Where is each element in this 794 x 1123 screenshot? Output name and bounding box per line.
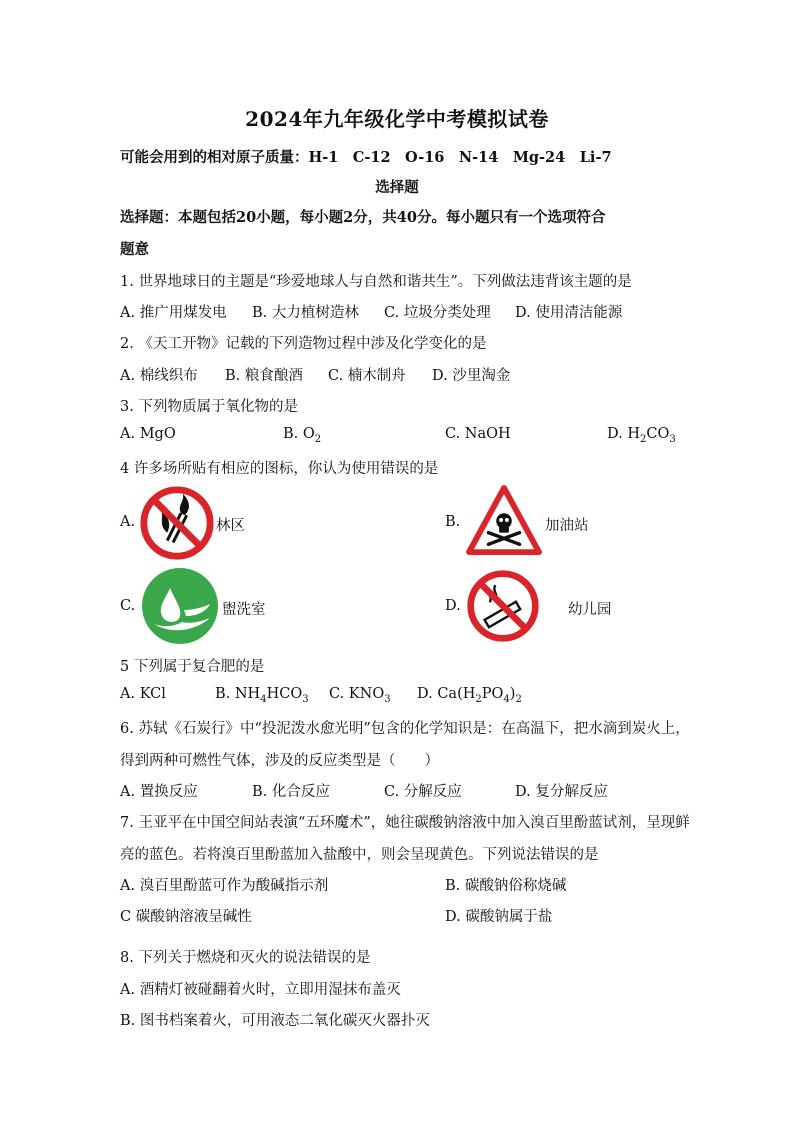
q3-option-d: D. $H_2CO_3$ bbox=[607, 426, 676, 445]
q7-stem-line-1: 7. 王亚平在中国空间站表演“五环魔术”，她往碳酸钠溶液中加入溴百里酚蓝试剂，呈现鲜 bbox=[120, 815, 690, 831]
q4-stem: 4 许多场所贴有相应的图标，你认为使用错误的是 bbox=[120, 461, 439, 477]
q6-stem-line-2: 得到两种可燃性气体，涉及的反应类型是（ ） bbox=[120, 753, 439, 769]
q2-stem: 2. 《天工开物》记载的下列造物过程中涉及化学变化的是 bbox=[120, 336, 487, 352]
q7-option-a: A. 溴百里酚蓝可作为酸碱指示剂 bbox=[120, 878, 329, 894]
q4-option-d-place: 幼儿园 bbox=[568, 602, 612, 618]
q4-option-d-letter: D. bbox=[445, 598, 461, 614]
q5-option-c: C. $KNO_3$ bbox=[329, 686, 391, 705]
q6-option-b: B. 化合反应 bbox=[252, 784, 330, 800]
q1-option-d: D. 使用清洁能源 bbox=[515, 305, 623, 321]
atomic-masses: 可能会用到的相对原子质量：H-1 C-12 O-16 N-14 Mg-24 Li-7 bbox=[120, 149, 612, 166]
q6-stem-line-1: 6. 苏轼《石炭行》中“投泥泼水愈光明”包含的化学知识是：在高温下，把水滴到炭火上， bbox=[120, 721, 690, 737]
q4-option-a-letter: A. bbox=[120, 514, 136, 530]
q1-option-b: B. 大力植树造林 bbox=[252, 305, 359, 321]
q6-option-a: A. 置换反应 bbox=[120, 784, 198, 800]
q3-option-a: A. MgO bbox=[120, 426, 176, 442]
q4-option-a-place: 林区 bbox=[216, 518, 245, 534]
q7-option-d: D. 碳酸钠属于盐 bbox=[445, 909, 553, 925]
instructions-line-2: 题意 bbox=[120, 241, 149, 258]
q5-option-b: B. $NH_4HCO_3$ bbox=[215, 686, 309, 705]
q4-option-c-place: 盥洗室 bbox=[222, 602, 266, 618]
toxic-warning-sign-icon bbox=[465, 484, 543, 556]
q6-option-d: D. 复分解反应 bbox=[515, 784, 608, 800]
section-title: 选择题 bbox=[375, 179, 419, 196]
water-saving-sign-icon bbox=[140, 566, 220, 646]
q5-option-a: A. KCl bbox=[120, 686, 166, 702]
q3-stem: 3. 下列物质属于氧化物的是 bbox=[120, 399, 298, 415]
q2-option-c: C. 楠木制舟 bbox=[328, 368, 406, 384]
q4-option-b-letter: B. bbox=[445, 514, 461, 530]
q8-option-a: A. 酒精灯被碰翻着火时，立即用湿抹布盖灭 bbox=[120, 982, 401, 998]
q5-stem: 5 下列属于复合肥的是 bbox=[120, 659, 265, 675]
q7-stem-line-2: 亮的蓝色。若将溴百里酚蓝加入盐酸中，则会呈现黄色。下列说法错误的是 bbox=[120, 847, 599, 863]
exam-title: 2024年九年级化学中考模拟试卷 bbox=[245, 107, 549, 131]
q4-option-b-place: 加油站 bbox=[545, 518, 589, 534]
q1-stem: 1. 世界地球日的主题是“珍爱地球人与自然和谐共生”。下列做法违背该主题的是 bbox=[120, 274, 632, 290]
no-fire-sign-icon bbox=[138, 484, 216, 562]
q3-option-b: B. $O_2$ bbox=[283, 426, 322, 445]
q8-stem: 8. 下列关于燃烧和灭火的说法错误的是 bbox=[120, 950, 371, 966]
no-smoking-sign-icon bbox=[465, 568, 541, 644]
instructions-line-1: 选择题：本题包括20小题，每小题2分，共40分。每小题只有一个选项符合 bbox=[120, 209, 606, 226]
q7-option-c: C 碳酸钠溶液呈碱性 bbox=[120, 909, 252, 925]
q2-option-b: B. 粮食酿酒 bbox=[225, 368, 303, 384]
q1-option-a: A. 推广用煤发电 bbox=[120, 305, 227, 321]
q5-option-d: D. $Ca(H_2PO_4)_2$ bbox=[417, 686, 522, 705]
q7-option-b: B. 碳酸钠俗称烧碱 bbox=[445, 878, 567, 894]
q1-option-c: C. 垃圾分类处理 bbox=[384, 305, 491, 321]
q2-option-d: D. 沙里淘金 bbox=[432, 368, 511, 384]
q4-option-c-letter: C. bbox=[120, 598, 136, 614]
q6-option-c: C. 分解反应 bbox=[384, 784, 462, 800]
q2-option-a: A. 棉线织布 bbox=[120, 368, 198, 384]
q8-option-b: B. 图书档案着火，可用液态二氧化碳灭火器扑灭 bbox=[120, 1013, 430, 1029]
q3-option-c: C. NaOH bbox=[445, 426, 511, 442]
